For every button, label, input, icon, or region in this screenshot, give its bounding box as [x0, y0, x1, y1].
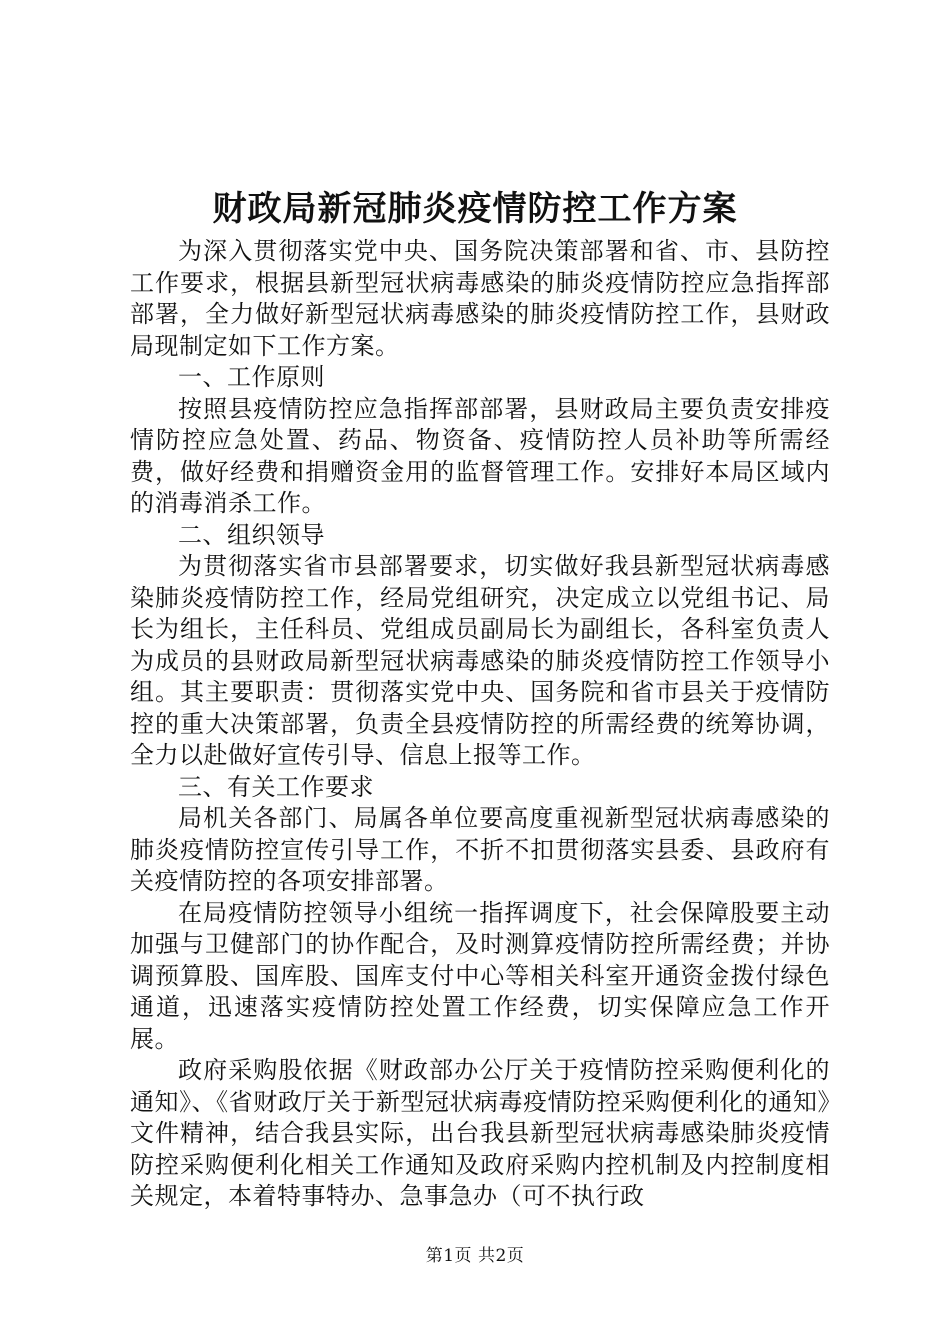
section-heading-leadership: 二、组织领导 [178, 520, 325, 549]
section-heading-requirements: 三、有关工作要求 [178, 772, 374, 801]
paragraph-leadership: 为贯彻落实省市县部署要求，切实做好我县新型冠状病毒感染肺炎疫情防控工作，经局党组研究，决定成立以党组书记、局长为组长，主任科员、党组成员副局长为副组长，各科室负责人为成员的县财政局新型冠状病毒感染的肺炎疫情防控工作领导小组。其主要职责：贯彻落实党中央、国务院和省市县关于疫情防控的重大决策部署，负责全县疫情防控的所需经费的统筹协调，全力以赴做好宣传引导、信息上报等工作。 [130, 552, 830, 769]
paragraph-intro: 为深入贯彻落实党中央、国务院决策部署和省、市、县防控工作要求，根据县新型冠状病毒感染的肺炎疫情防控应急指挥部部署，全力做好新型冠状病毒感染的肺炎疫情防控工作，县财政局现制定如下工作方案。 [130, 237, 830, 360]
page-footer: 第1页 共2页 [425, 1246, 525, 1266]
section-heading-principles: 一、工作原则 [178, 363, 325, 391]
paragraph-requirements-3: 政府采购股依据《财政部办公厅关于疫情防控采购便利化的通知》、《省财政厅关于新型冠状病毒疫情防控采购便利化的通知》文件精神，结合我县实际，出台我县新型冠状病毒感染肺炎疫情防控采购便利化相关工作通知及政府采购内控机制及内控制度相关规定，本着特事特办、急事急办（可不执行政 [130, 1056, 830, 1210]
paragraph-requirements-2: 在局疫情防控领导小组统一指挥调度下，社会保障股要主动加强与卫健部门的协作配合，及时测算疫情防控所需经费；并协调预算股、国库股、国库支付中心等相关科室开通资金拨付绿色通道，迅速落实疫情防控处置工作经费，切实保障应急工作开展。 [130, 898, 830, 1053]
paragraph-principles: 按照县疫情防控应急指挥部部署，县财政局主要负责安排疫情防控应急处置、药品、物资备、疫情防控人员补助等所需经费，做好经费和捐赠资金用的监督管理工作。安排好本局区域内的消毒消杀工作。 [130, 394, 830, 517]
document-title: 财政局新冠肺炎疫情防控工作方案 [212, 189, 738, 229]
paragraph-requirements-1: 局机关各部门、局属各单位要高度重视新型冠状病毒感染的肺炎疫情防控宣传引导工作，不折不扣贯彻落实县委、县政府有关疫情防控的各项安排部署。 [130, 804, 830, 895]
document-body [130, 236, 830, 1213]
